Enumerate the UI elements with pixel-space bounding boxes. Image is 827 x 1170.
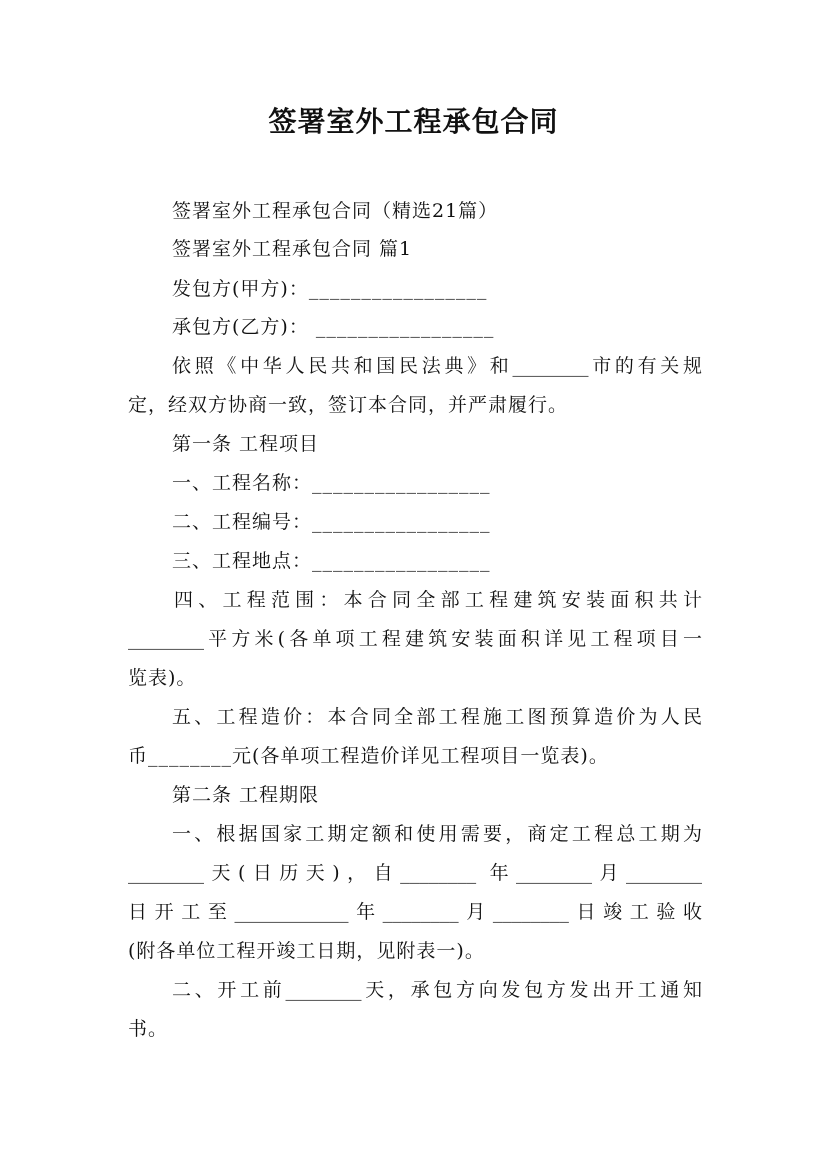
paragraph-line: ________平方米(各单项工程建筑安装面积详见工程项目一	[128, 628, 702, 650]
paragraph-line: 书。	[128, 1018, 169, 1040]
paragraph-line: 四、工程范围：本合同全部工程建筑安装面积共计	[174, 589, 702, 611]
paragraph-line: 币________元(各单项工程造价详见工程项目一览表)。	[128, 745, 609, 767]
project-name-line: 一、工程名称：_________________	[172, 472, 491, 494]
paragraph-line: 依照《中华人民共和国民法典》和________市的有关规	[172, 355, 702, 377]
project-number-line: 二、工程编号：_________________	[172, 511, 491, 533]
paragraph-line: 览表)。	[128, 667, 197, 689]
subtitle-line: 签署室外工程承包合同（精选21篇）	[172, 200, 499, 222]
document-title: 签署室外工程承包合同	[268, 105, 559, 138]
article-heading: 第一条 工程项目	[172, 433, 320, 455]
paragraph-line: 五、工程造价：本合同全部工程施工图预算造价为人民	[172, 706, 702, 728]
article-heading: 第二条 工程期限	[172, 784, 320, 806]
project-location-line: 三、工程地点：_________________	[172, 550, 491, 572]
paragraph-line: ________天(日历天)，自________ 年________月________	[128, 862, 702, 884]
party-a-line: 发包方(甲方)：_________________	[172, 278, 488, 300]
paragraph-line: (附各单位工程开竣工日期，见附表一)。	[128, 940, 485, 962]
paragraph-line: 定，经双方协商一致，签订本合同，并严肃履行。	[128, 394, 569, 416]
section-heading: 签署室外工程承包合同 篇1	[172, 238, 413, 260]
paragraph-line: 日开工至____________年________月________日竣工验收	[128, 901, 702, 923]
paragraph-line: 二、开工前________天，承包方向发包方发出开工通知	[172, 979, 702, 1001]
paragraph-line: 一、根据国家工期定额和使用需要，商定工程总工期为	[172, 823, 702, 845]
party-b-line: 承包方(乙方)： _________________	[172, 316, 495, 338]
